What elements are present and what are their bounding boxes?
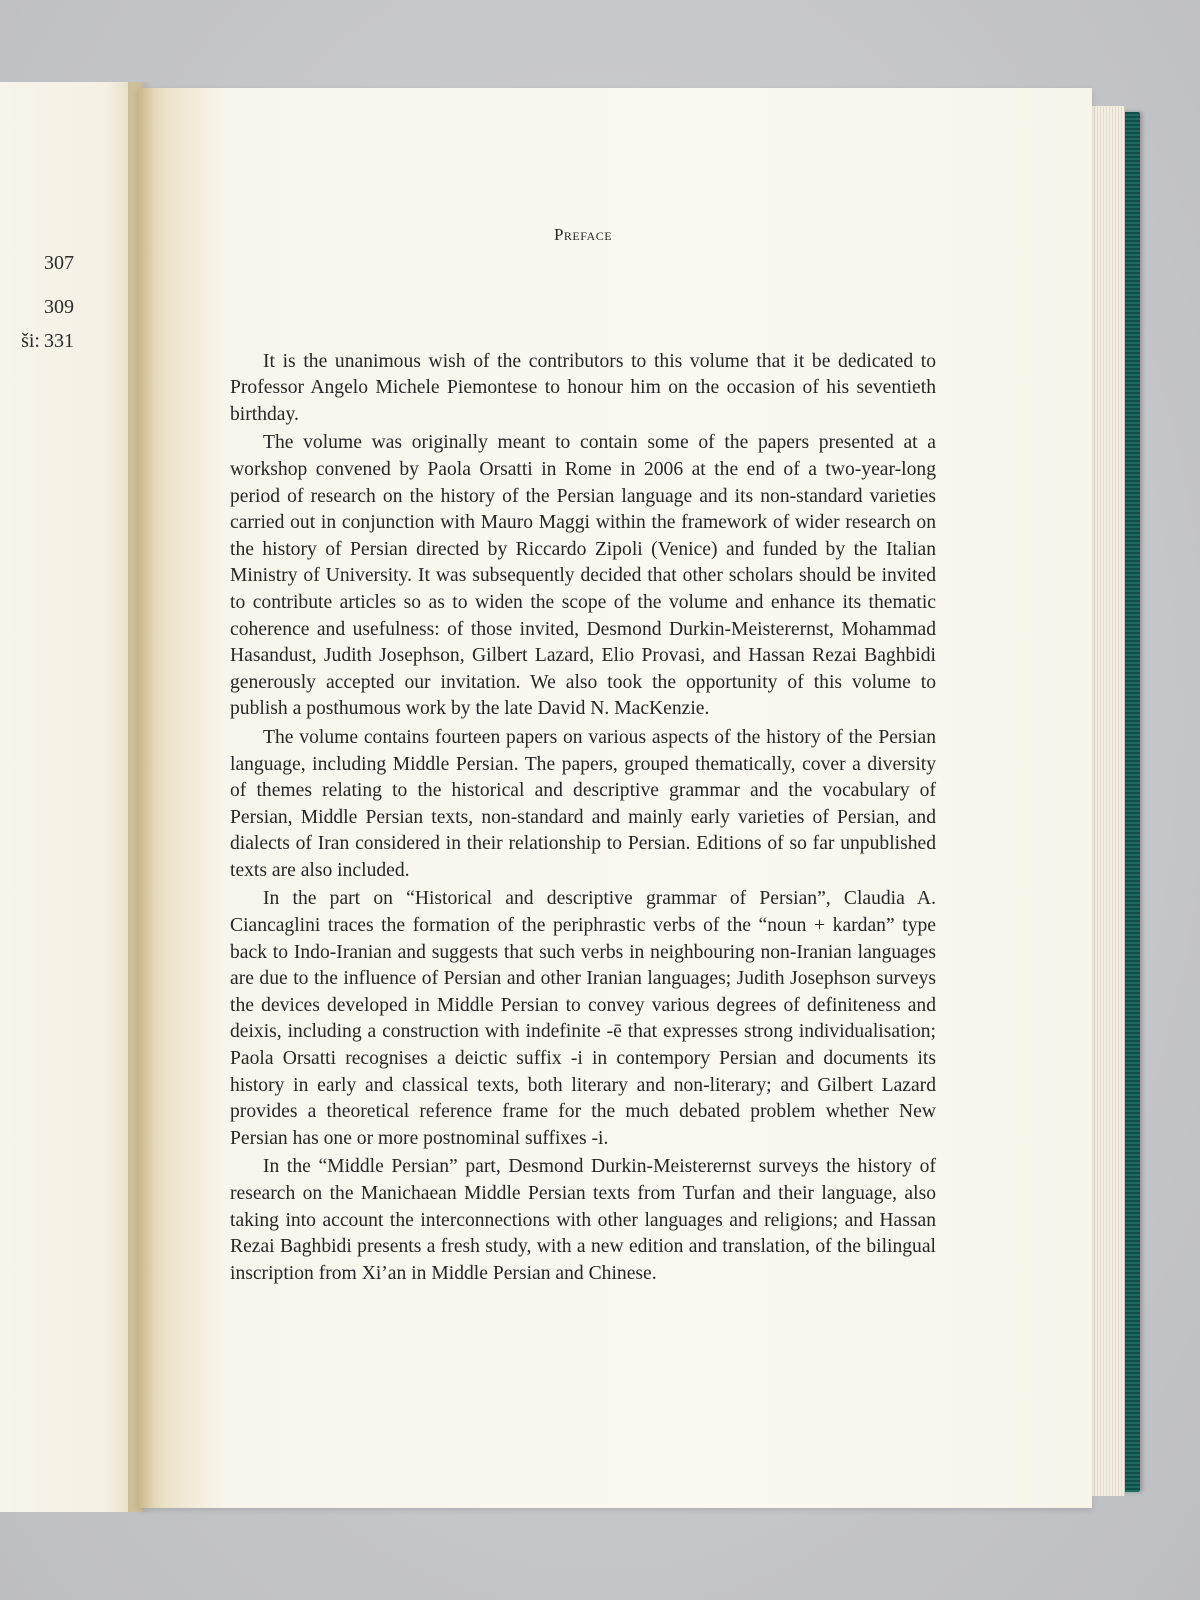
toc-entry-fragment: ši: [21,330,40,352]
toc-page-number: 331 [44,330,74,352]
gutter-shadow [128,82,154,1512]
left-page [0,82,142,1512]
page-text [230,222,936,1287]
paragraph: The volume was originally meant to contain some of the papers presented at a workshop convened by Paola Orsatti in Rome in 2006 at the end of a two-year-long period of research on the history of the Persian language and its non-standard varieties carried out in conjunction with Mauro Maggi within the framework of wider research on the history of Persian directed by Riccardo Zipoli (Venice) and funded by the Italian Ministry of University. It was subsequently decided that other scholars should be invited to contribute articles so as to widen the scope of the volume and enhance its thematic coherence and usefulness: of those invited, Desmond Durkin-Meisterernst, Mohammad Hasandust, Judith Josephson, Gilbert Lazard, Elio Provasi, and Hassan Rezai Baghbidi generously accepted our invitation. We also took the opportunity of this volume to publish a posthumous work by the late David N. MacKenzie. [230,432,936,720]
paragraph: In the part on “Historical and descriptive grammar of Persian”, Claudia A. Ciancaglini traces the formation of the periphrastic verbs of the “noun + kardan” type back to Indo-Iranian and suggests that such verbs in neighbouring non-Iranian languages are due to the influence of Persian and other Iranian languages; Judith Josephson surveys the devices developed in Middle Persian to convey various degrees of definiteness and deixis, including a construction with indefinite -ē that expresses strong individualisation; Paola Orsatti recognises a deictic suffix -i in contempory Persian and documents its history in early and classical texts, both literary and non-literary; and Gilbert Lazard provides a theoretical reference frame for the much debated problem whether New Persian has one or more postnominal suffixes -i. [230,888,936,1149]
toc-page-number: 307 [44,252,74,274]
page-title: Preface [553,225,613,244]
paragraph: In the “Middle Persian” part, Desmond Durkin-Meisterernst surveys the history of research on the Manichaean Middle Persian texts from Turfan and their language, also taking into account the interconnections with other languages and religions; and Hassan Rezai Baghbidi presents a fresh study, with a new edition and translation, of the bilingual inscription from Xi’an in Middle Persian and Chinese. [230,1156,936,1284]
paragraph: The volume contains fourteen papers on various aspects of the history of the Persian language, including Middle Persian. The papers, grouped thematically, cover a diversity of themes relating to the historical and descriptive grammar and the vocabulary of Persian, Middle Persian texts, non-standard and mainly early varieties of Persian, and dialects of Iran considered in their relationship to Persian. Editions of so far unpublished texts are also included. [230,726,936,881]
toc-page-number: 309 [44,296,74,318]
paragraph: It is the unanimous wish of the contributors to this volume that it be dedicated to Professor Angelo Michele Piemontese to honour him on the occasion of his seventieth birthday. [230,350,936,425]
